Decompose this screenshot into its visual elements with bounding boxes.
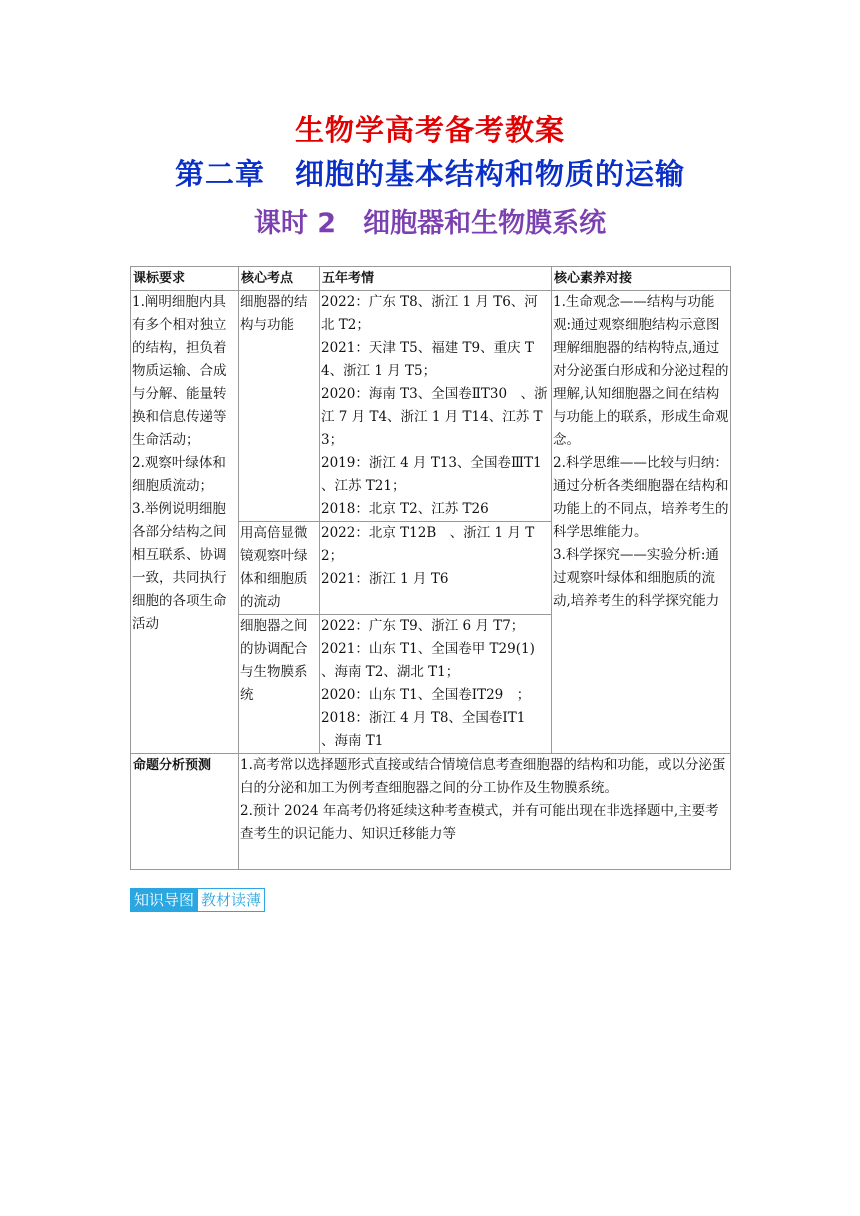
overview-table: [130, 266, 731, 870]
doc-title: 生物学高考备考教案: [294, 113, 565, 147]
chapter-title: 第二章 细胞的基本结构和物质的运输: [174, 157, 685, 191]
forecast-label: 命题分析预测: [131, 754, 239, 870]
core-point-cell: 用高倍显微镜观察叶绿体和细胞质的流动: [239, 522, 320, 615]
table-header-row: [131, 267, 731, 291]
literacy-cell: 1.生命观念——结构与功能观:通过观察细胞结构示意图理解细胞器的结构特点,通过对分泌蛋白形成和分泌过程的理解,认知细胞器之间在结构与功能上的联系，形成生命观念。 2.科学思维——比较与归纳：通过分析各类细胞器在结构和功能上的不同点，培养考生的科学思维能力。 3.科学探究——实验分析:通过观察叶绿体和细胞质的流动,培养考生的科学探究能力: [552, 291, 731, 754]
requirement-cell: 1.阐明细胞内具有多个相对独立的结构，担负着物质运输、合成与分解、能量转换和信息传递等生命活动； 2.观察叶绿体和细胞质流动； 3.举例说明细胞各部分结构之间相互联系、协调一致，共同执行细胞的各项生命活动: [131, 291, 239, 754]
exam-history-cell: 2022：广东 T9、浙江 6 月 T7； 2021：山东 T1、全国卷甲 T29(1) 、海南 T2、湖北 T1； 2020：山东 T1、全国卷ⅠT29 ； 2018：浙江 4 月 T8、全国卷ⅠT1 、海南 T1: [320, 615, 552, 754]
header-literacy: 核心素养对接: [552, 267, 731, 291]
header-core-point: 核心考点: [239, 267, 320, 291]
badge-textbook-reading: 教材读薄: [198, 888, 265, 912]
lesson-title: 课时 2 细胞器和生物膜系统: [253, 208, 607, 239]
core-point-cell: 细胞器之间的协调配合与生物膜系统: [239, 615, 320, 754]
section-badges: [130, 888, 265, 912]
table-row: [131, 291, 731, 522]
core-point-cell: 细胞器的结构与功能: [239, 291, 320, 522]
exam-history-cell: 2022：北京 T12B 、浙江 1 月 T2； 2021：浙江 1 月 T6: [320, 522, 552, 615]
header-requirement: 课标要求: [131, 267, 239, 291]
badge-knowledge-map: 知识导图: [130, 888, 198, 912]
header-exam-history: 五年考情: [320, 267, 552, 291]
forecast-row: [131, 754, 731, 870]
forecast-cell: 1.高考常以选择题形式直接或结合情境信息考查细胞器的结构和功能，或以分泌蛋白的分泌和加工为例考查细胞器之间的分工协作及生物膜系统。 2.预计 2024 年高考仍将延续这种考查模式，并有可能出现在非选择题中,主要考查考生的识记能力、知识迁移能力等: [239, 754, 731, 870]
exam-history-cell: 2022：广东 T8、浙江 1 月 T6、河北 T2； 2021：天津 T5、福建 T9、重庆 T4、浙江 1 月 T5； 2020：海南 T3、全国卷ⅡT30 、浙江 7 月 T4、浙江 1 月 T14、江苏 T3； 2019：浙江 4 月 T13、全国卷ⅢT1 、江苏 T21； 2018：北京 T2、江苏 T26: [320, 291, 552, 522]
